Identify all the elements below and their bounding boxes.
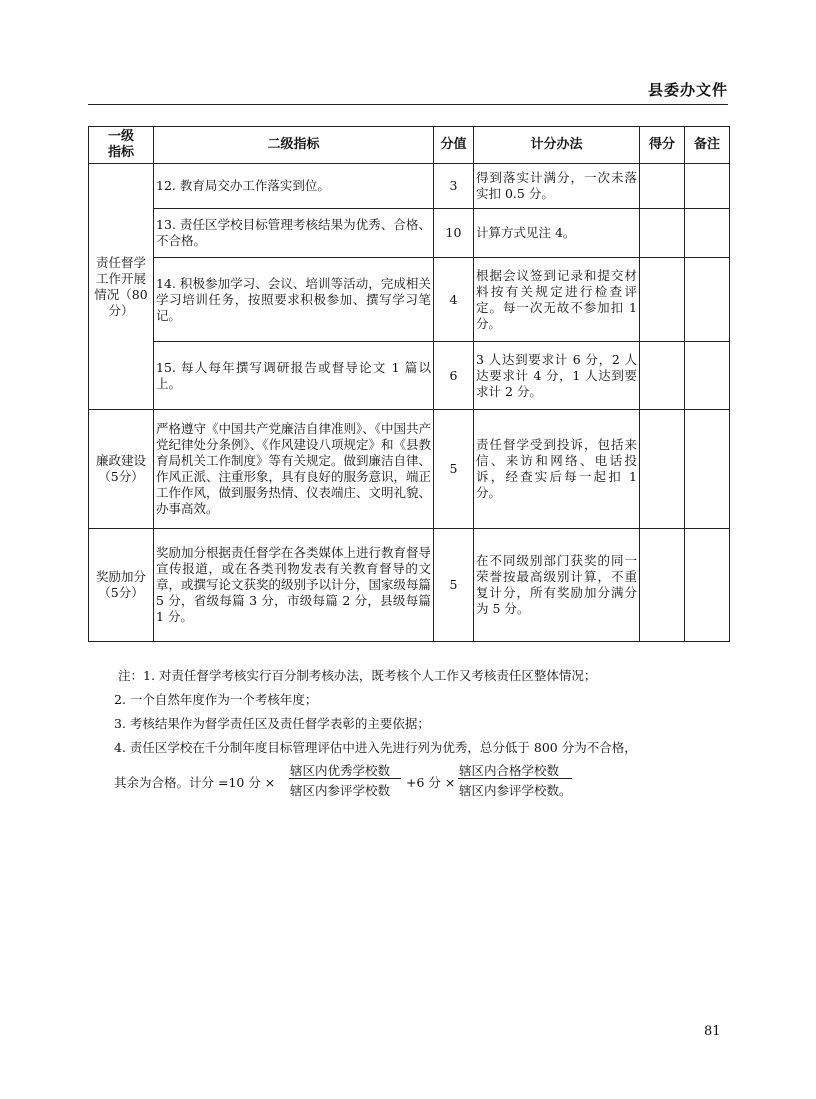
- document-header-title: 县委办文件: [647, 81, 728, 99]
- item-cell: 奖励加分根据责任督学在各类媒体上进行教育督导宣传报道，或在各类刊物发表有关教育督导的文章，或撰写论文获奖的级别予以计分，国家级每篇 5 分，省级每篇 3 分，市级每篇 2 分，县级每篇 1 分。: [154, 529, 434, 642]
- item-cell: 13. 责任区学校目标管理考核结果为优秀、合格、不合格。: [154, 209, 434, 258]
- table-row: [89, 529, 730, 642]
- points-cell: [640, 209, 685, 258]
- remarks-cell: [685, 258, 730, 342]
- table-row: [89, 209, 730, 258]
- formula-denominator-1: 辖区内参评学校数: [290, 783, 391, 798]
- fraction-bar-1: [289, 778, 401, 779]
- formula-prefix: 其余为合格。计分 =10 分 ×: [114, 775, 276, 790]
- header-primary-indicator: [89, 127, 154, 164]
- score-cell: 10: [434, 209, 474, 258]
- points-cell: [640, 164, 685, 209]
- table-header-row: [89, 127, 730, 164]
- points-cell: [640, 529, 685, 642]
- note-4: 4. 责任区学校在千分制年度目标管理评估中进入先进行列为优秀，总分低于 800 分为不合格，: [114, 740, 637, 755]
- score-cell: 3: [434, 164, 474, 209]
- header-secondary-indicator: 二级指标: [154, 127, 434, 164]
- formula-middle: +6 分 ×: [406, 775, 456, 790]
- method-cell: 责任督学受到投诉，包括来信、来访和网络、电话投诉，经查实后每一起扣 1 分。: [474, 410, 640, 529]
- fraction-bar-2: [458, 778, 572, 779]
- formula-denominator-2: 辖区内参评学校数。: [459, 783, 572, 798]
- remarks-cell: [685, 209, 730, 258]
- note-3: 3. 考核结果作为督学责任区及责任督学表彰的主要依据；: [114, 716, 430, 731]
- score-cell: 5: [434, 410, 474, 529]
- formula-numerator-2: 辖区内合格学校数: [459, 763, 560, 778]
- header-method: 计分办法: [474, 127, 640, 164]
- item-cell: 严格遵守《中国共产党廉洁自律准则》、《中国共产党纪律处分条例》、《作风建设八项规定》和《县教育局机关工作制度》等有关规定。做到廉洁自律、作风正派、注重形象，具有良好的服务意识，端正工作作风，做到服务热情、仪表端庄、文明礼貌、办事高效。: [154, 410, 434, 529]
- evaluation-table: [88, 126, 730, 642]
- header-primary-indicator-text: 一级 指标: [107, 129, 134, 160]
- remarks-cell: [685, 529, 730, 642]
- category-cell: 廉政建设（5分）: [89, 410, 154, 529]
- table-row: [89, 342, 730, 410]
- header-points: 得分: [640, 127, 685, 164]
- method-cell: 3 人达到要求计 6 分，2 人达要求计 4 分，1 人达到要求计 2 分。: [474, 342, 640, 410]
- header-score: 分值: [434, 127, 474, 164]
- method-cell: 根据会议签到记录和提交材料按有关规定进行检查评定。每一次无故不参加扣 1 分。: [474, 258, 640, 342]
- table-row: [89, 164, 730, 209]
- table-row: [89, 410, 730, 529]
- formula-numerator-1: 辖区内优秀学校数: [290, 763, 391, 778]
- remarks-cell: [685, 164, 730, 209]
- remarks-cell: [685, 342, 730, 410]
- points-cell: [640, 258, 685, 342]
- points-cell: [640, 342, 685, 410]
- score-cell: 4: [434, 258, 474, 342]
- page-number: 81: [704, 1024, 721, 1039]
- item-cell: 15. 每人每年撰写调研报告或督导论文 1 篇以上。: [154, 342, 434, 410]
- method-cell: 计算方式见注 4。: [474, 209, 640, 258]
- note-2: 2. 一个自然年度作为一个考核年度；: [114, 692, 318, 707]
- category-cell: 责任督学工作开展情况（80分）: [89, 164, 154, 410]
- header-rule: [88, 104, 728, 105]
- item-cell: 12. 教育局交办工作落实到位。: [154, 164, 434, 209]
- method-cell: 得到落实计满分，一次未落实扣 0.5 分。: [474, 164, 640, 209]
- remarks-cell: [685, 410, 730, 529]
- score-cell: 5: [434, 529, 474, 642]
- table-row: [89, 258, 730, 342]
- item-cell: 14. 积极参加学习、会议、培训等活动，完成相关学习培训任务，按照要求积极参加、撰写学习笔记。: [154, 258, 434, 342]
- score-cell: 6: [434, 342, 474, 410]
- method-cell: 在不同级别部门获奖的同一荣誉按最高级别计算，不重复计分，所有奖励加分满分为 5 分。: [474, 529, 640, 642]
- points-cell: [640, 410, 685, 529]
- category-cell: 奖励加分（5分）: [89, 529, 154, 642]
- header-remarks: 备注: [685, 127, 730, 164]
- note-1: 注：1. 对责任督学考核实行百分制考核办法，既考核个人工作又考核责任区整体情况；: [118, 668, 597, 683]
